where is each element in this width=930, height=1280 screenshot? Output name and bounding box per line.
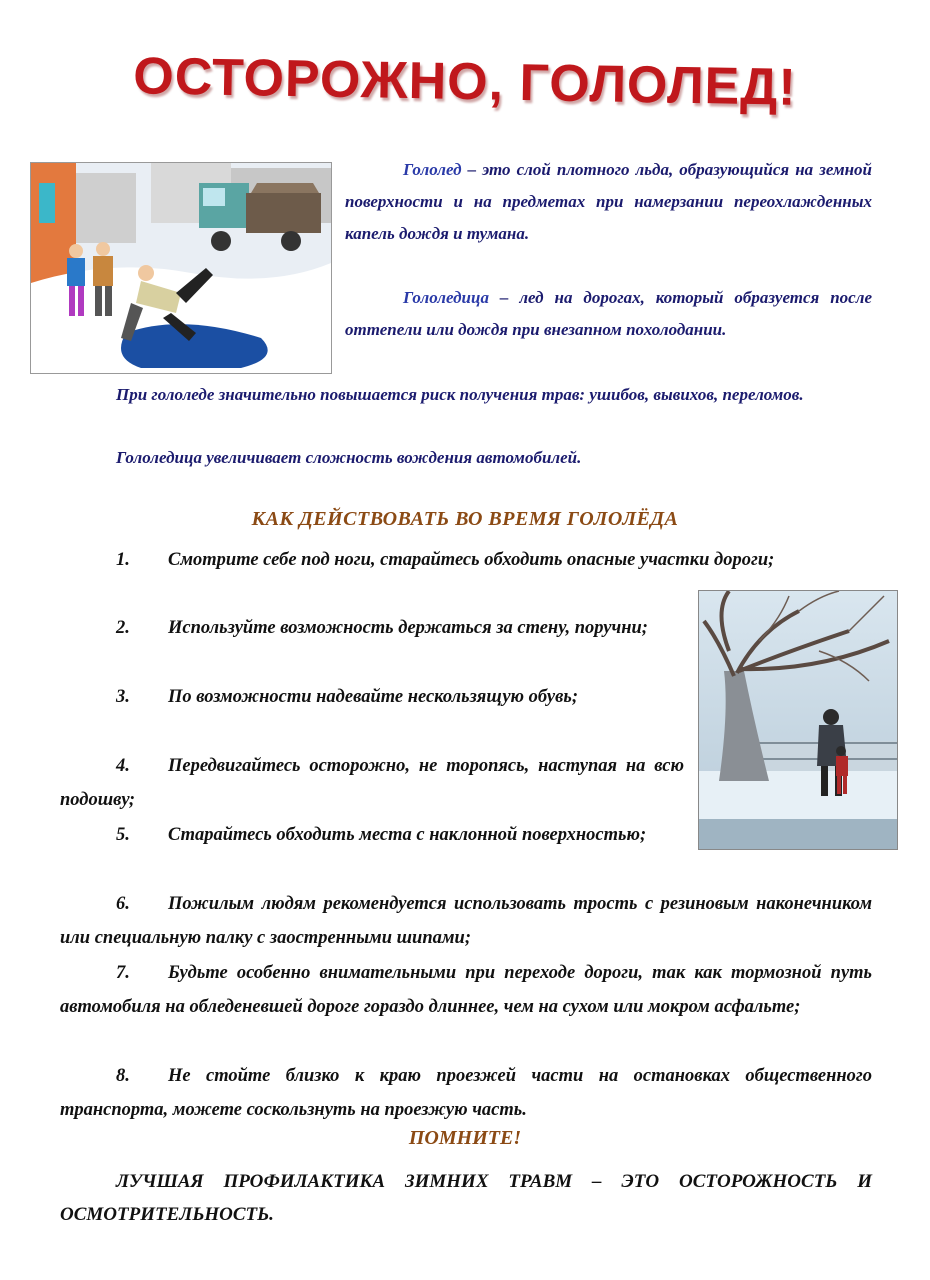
item-text: Смотрите себе под ноги, старайтесь обходить опасные участки дороги;: [168, 550, 775, 570]
winter-tree-photo: [698, 590, 898, 850]
item-text: Передвигайтесь осторожно, не торопясь, наступая на всю подошву;: [60, 756, 684, 810]
risk-paragraph: При гололеде значительно повышается риск получения трав: ушибов, вывихов, переломов.: [116, 385, 804, 404]
winter-street-illustration: [30, 162, 332, 374]
item-text: Будьте особенно внимательными при переходе дороги, так как тормозной путь автомобиля на обледеневшей дороге гораздо длиннее, чем на сухом или мокром асфальте;: [60, 963, 872, 1017]
glaze-definition-text: – это слой плотного льда, образующийся на земной поверхности и на предметах при намерзании переохлажденных капель дождя и тумана.: [345, 160, 872, 243]
list-item: [60, 749, 684, 817]
item-number: 1.: [116, 550, 130, 570]
list-item: [60, 818, 684, 852]
item-text: Пожилым людям рекомендуется использовать трость с резиновым наконечником или специальную палку с заостренными шипами;: [60, 894, 872, 948]
ice-term: Гололедица: [403, 288, 489, 307]
list-item: [60, 543, 872, 577]
list-item: [60, 611, 684, 645]
list-item: [60, 1059, 872, 1127]
glaze-definition: [345, 154, 872, 250]
item-number: 5.: [116, 825, 130, 845]
item-text: Используйте возможность держаться за стену, поручни;: [168, 618, 648, 638]
ice-definition-text: – лед на дорогах, который образуется после оттепели или дождя при внезапном похолодании.: [345, 288, 872, 339]
item-text: По возможности надевайте нескользящую обувь;: [168, 687, 578, 707]
driving-paragraph: Гололедица увеличивает сложность вождения автомобилей.: [116, 448, 582, 467]
item-number: 2.: [116, 618, 130, 638]
final-slogan: ЛУЧШАЯ ПРОФИЛАКТИКА ЗИМНИХ ТРАВМ – ЭТО ОСТОРОЖНОСТЬ И ОСМОТРИТЕЛЬНОСТЬ.: [60, 1171, 872, 1225]
item-text: Старайтесь обходить места с наклонной поверхностью;: [168, 825, 647, 845]
item-text: Не стойте близко к краю проезжей части на остановках общественного транспорта, можете соскользнуть на проезжую часть.: [60, 1066, 872, 1120]
item-number: 4.: [116, 756, 130, 776]
ice-definition: [345, 282, 872, 346]
howto-heading: КАК ДЕЙСТВОВАТЬ ВО ВРЕМЯ ГОЛОЛЁДА: [251, 508, 679, 530]
winter-photo-image: [699, 591, 897, 849]
glaze-term: Гололед: [403, 160, 462, 179]
list-item: [60, 956, 872, 1024]
item-number: 8.: [116, 1066, 130, 1086]
slipping-people-image: [31, 163, 331, 373]
page-title: ОСТОРОЖНО, ГОЛОЛЕД!: [132, 47, 798, 117]
item-number: 7.: [116, 963, 130, 983]
item-number: 6.: [116, 894, 130, 914]
list-item: [60, 680, 684, 714]
remember-heading: ПОМНИТЕ!: [408, 1127, 522, 1149]
list-item: [60, 887, 872, 955]
item-number: 3.: [116, 687, 130, 707]
